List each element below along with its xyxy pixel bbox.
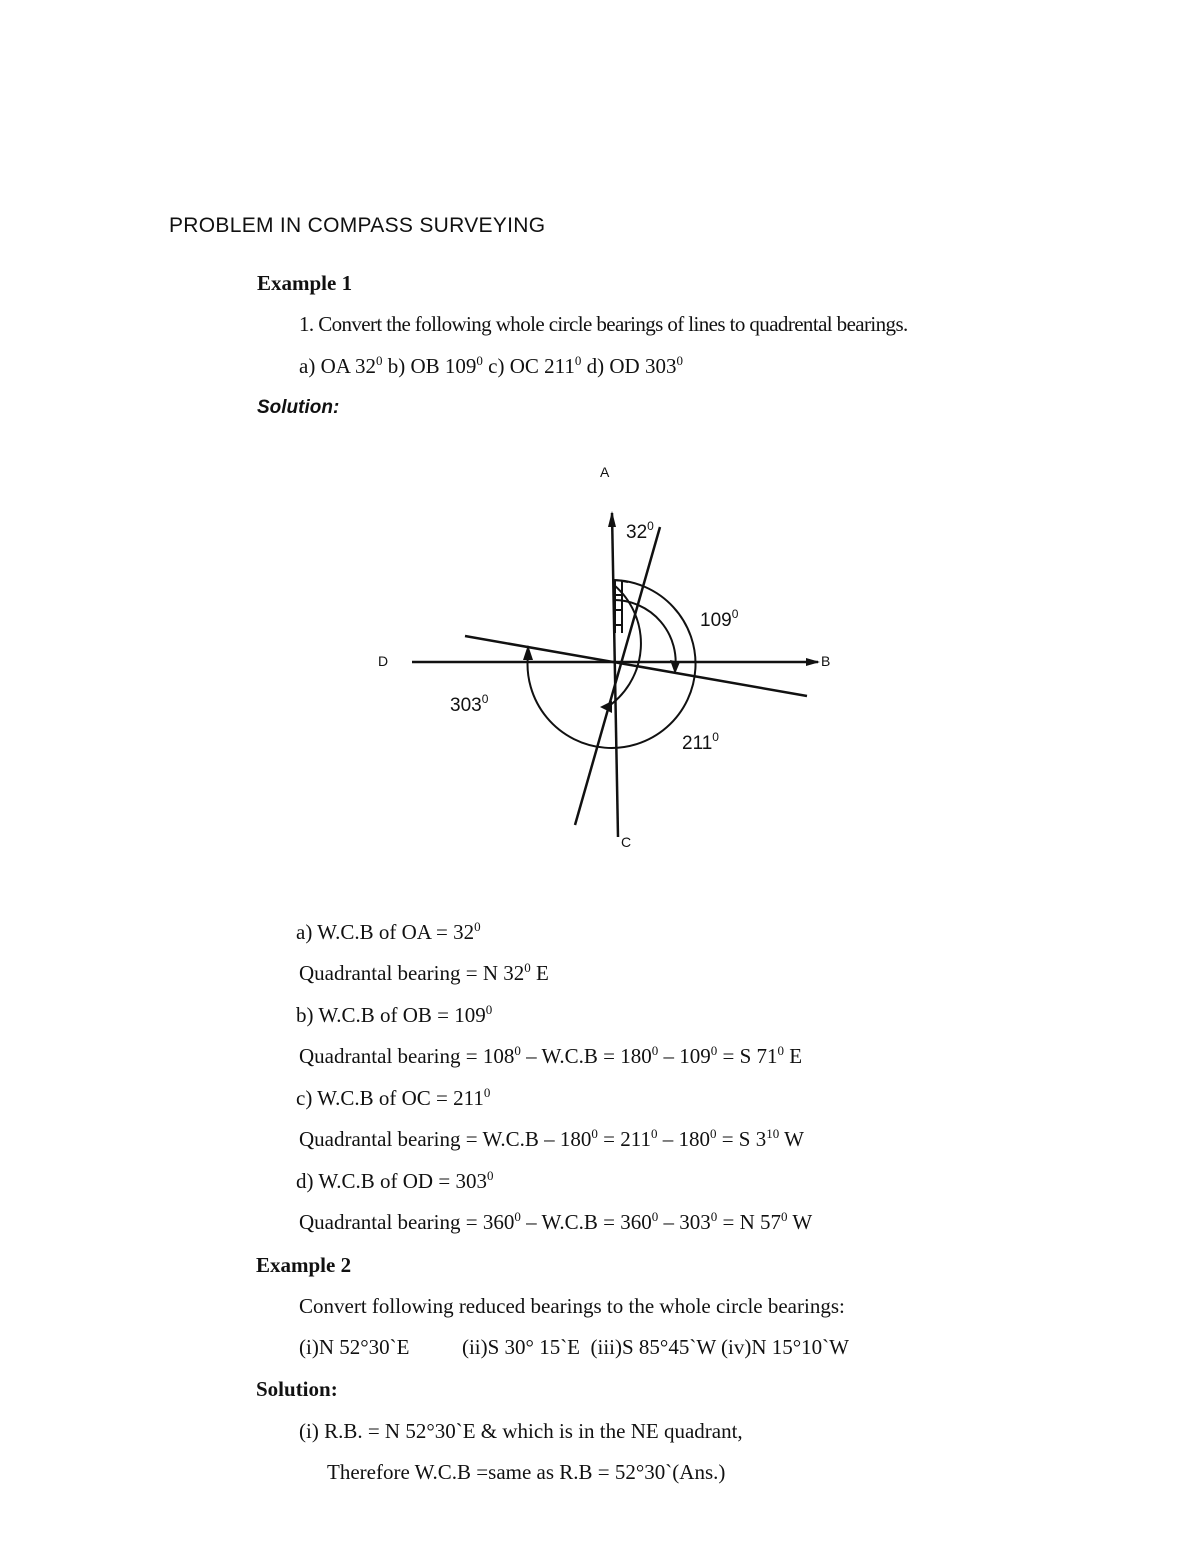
line-OD-OB	[465, 636, 807, 696]
label-A: A	[600, 464, 610, 480]
label-C: C	[621, 834, 632, 850]
answer-d-quadrantal: Quadrantal bearing = $360^0 - W.C.B = 360^0 - 303^0 = N$ $57^0$ W	[299, 1209, 813, 1234]
example-1-parts: a) OA $32^0$ b) OB $109^0$ c) OC $211^0$ d) OD $303^0$	[299, 353, 683, 378]
answer-b-quadrantal: Quadrantal bearing = $108^0 - W.C.B = 180^0 - 109^0 = S$ $71^0$ E	[299, 1043, 803, 1068]
answer-d: d) W.C.B of OD = $303^0$	[296, 1168, 494, 1193]
angle-303-label: $303^0$	[450, 692, 489, 716]
arc-211-arrowhead	[600, 701, 612, 713]
answer-c-quadrantal: Quadrantal bearing = $W.C.B - 180^0 = 211^0 - 180^0 = S$ $3^{10}$ W	[299, 1126, 804, 1151]
arc-303	[528, 580, 696, 748]
example-2-items: (i)N 52°30`E (ii)S 30° 15`E (iii)S 85°45`W (iv)N 15°10`W	[299, 1335, 849, 1359]
angle-109-label: $109^0$	[700, 607, 739, 631]
example-2-heading: Example 2	[256, 1253, 352, 1277]
answer-b: b) W.C.B of OB = $109^0$	[296, 1002, 493, 1027]
example-2-question: Convert following reduced bearings to the whole circle bearings:	[299, 1294, 845, 1318]
answer-a: a) W.C.B of OA = $32^0$	[296, 919, 481, 944]
angle-32-label: $32^0$	[626, 519, 654, 543]
example-2-line-2: Therefore W.C.B =same as R.B = 52°30`(Ans.)	[327, 1460, 726, 1484]
page-title: PROBLEM IN COMPASS SURVEYING	[169, 214, 546, 237]
bearing-diagram	[360, 455, 840, 855]
example-1-heading: Example 1	[257, 271, 353, 295]
example-2-solution-label: Solution:	[256, 1377, 338, 1401]
east-arrowhead	[806, 658, 820, 666]
solution-label: Solution:	[257, 397, 340, 418]
label-B: B	[821, 653, 831, 669]
example-1-question: 1. Convert the following whole circle bearings of lines to quadrental bearings.	[299, 312, 908, 336]
answer-c: c) W.C.B of OC = $211^0$	[296, 1085, 491, 1110]
north-arrowhead	[608, 511, 616, 527]
example-2-line-1: (i) R.B. = N 52°30`E & which is in the NE quadrant,	[299, 1419, 743, 1443]
answer-a-quadrantal: Quadrantal bearing = N $32^0$ E	[299, 960, 549, 985]
angle-211-label: $211^0$	[682, 730, 719, 754]
label-D: D	[378, 653, 389, 669]
